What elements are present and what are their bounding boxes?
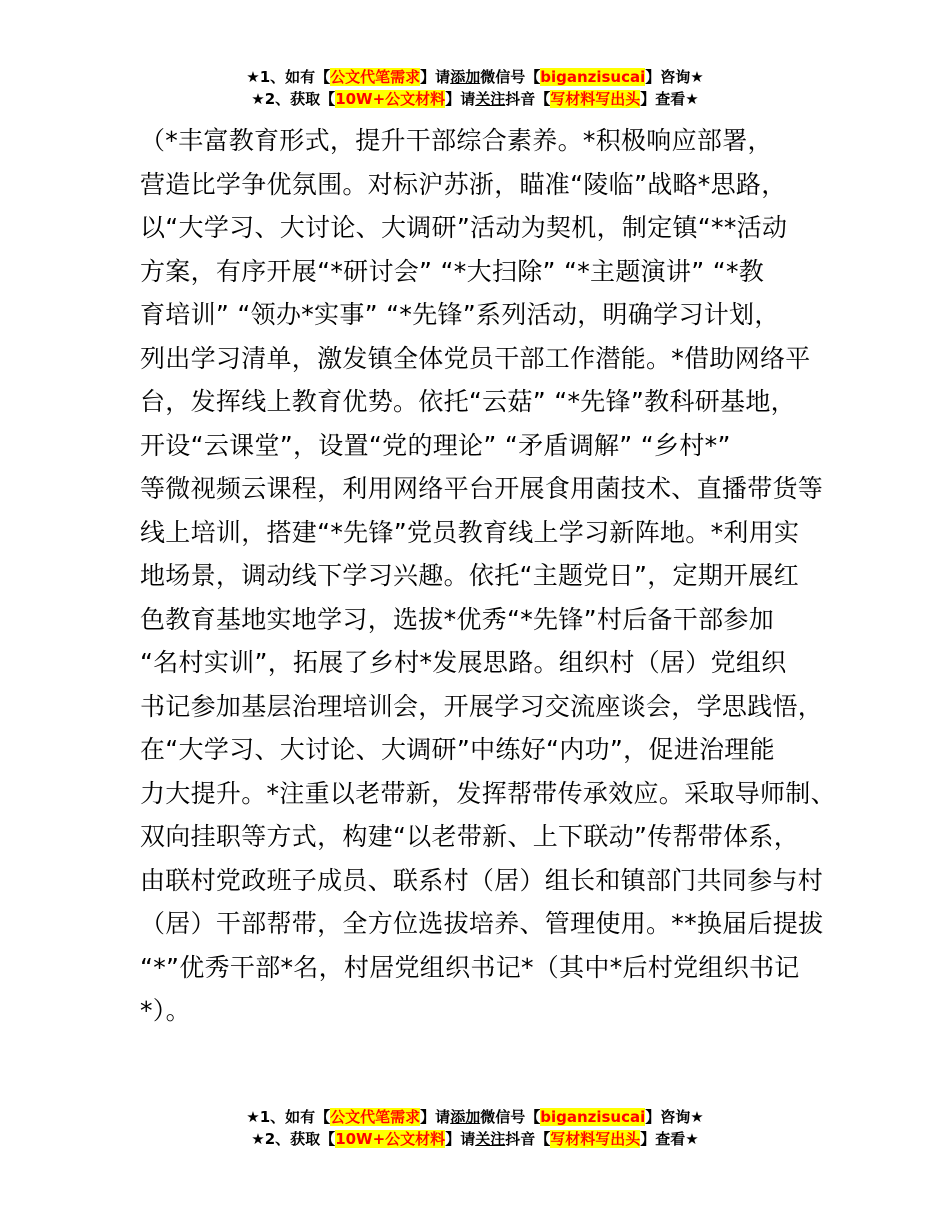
banner-line-2 <box>0 88 950 110</box>
banner-text: 抖音【 <box>505 90 551 108</box>
banner-text: 微信号【 <box>480 68 541 86</box>
banner-text: 】请 <box>420 1108 451 1126</box>
banner-highlight: biganzisucai <box>540 68 646 86</box>
banner-underlined: 关注 <box>475 90 506 108</box>
banner-text: 微信号【 <box>480 1108 541 1126</box>
body-line: （*丰富教育形式，提升干部综合素养。*积极响应部署， <box>140 126 773 155</box>
banner-highlight: 10W+公文材料 <box>335 1130 446 1148</box>
banner-text: 】咨询★ <box>645 68 704 86</box>
body-line: 地场景，调动线下学习兴趣。依托“主题党日”，定期开展红 <box>140 561 800 590</box>
banner-text: 】请 <box>420 68 451 86</box>
banner-underlined: 关注 <box>475 1130 506 1148</box>
body-line: 双向挂职等方式，构建“以老带新、上下联动”传帮带体系， <box>140 822 800 851</box>
banner-line-1 <box>0 66 950 88</box>
body-line: 线上培训，搭建“*先锋”党员教育线上学习新阵地。*利用实 <box>140 517 800 547</box>
body-line: 方案，有序开展“*研讨会” “*大扫除” “*主题演讲” “*教 <box>140 256 765 286</box>
body-line: 台，发挥线上教育优势。依托“云菇” “*先锋”教科研基地， <box>140 387 796 416</box>
banner-underlined: 添加 <box>450 68 481 86</box>
body-line: 营造比学争优氛围。对标沪苏浙，瞄准“陵临”战略*思路， <box>140 169 787 199</box>
body-line: 育培训” “领办*实事” “*先锋”系列活动，明确学习计划， <box>140 300 780 329</box>
body-line: （居）干部帮带，全方位选拔培养、管理使用。**换届后提拔 <box>140 909 824 938</box>
banner-highlight: 写材料写出头 <box>550 1130 641 1148</box>
banner-text: ★2、获取【 <box>251 90 336 108</box>
body-line: 以“大学习、大讨论、大调研”活动为契机，制定镇“**活动 <box>140 213 788 242</box>
banner-line-2 <box>0 1128 950 1150</box>
banner-text: 抖音【 <box>505 1130 551 1148</box>
banner-underlined: 添加 <box>450 1108 481 1126</box>
body-line: 列出学习清单，激发镇全体党员干部工作潜能。*借助网络平 <box>140 343 811 373</box>
banner-line-1 <box>0 1106 950 1128</box>
banner-text: ★1、如有【 <box>246 1108 331 1126</box>
banner-text: 】请 <box>445 1130 476 1148</box>
document-body <box>140 119 840 1033</box>
banner-highlight: biganzisucai <box>540 1108 646 1126</box>
banner-text: 】请 <box>445 90 476 108</box>
body-line: 书记参加基层治理培训会，开展学习交流座谈会，学思践悟， <box>140 691 824 721</box>
body-line: 色教育基地实地学习，选拔*优秀“*先锋”村后备干部参加 <box>140 604 775 634</box>
banner-text: 】查看★ <box>640 1130 699 1148</box>
banner-highlight: 写材料写出头 <box>550 90 641 108</box>
banner-highlight: 10W+公文材料 <box>335 90 446 108</box>
banner-highlight: 公文代笔需求 <box>330 1108 421 1126</box>
banner-text: ★1、如有【 <box>246 68 331 86</box>
body-line: “名村实训”，拓展了乡村*发展思路。组织村（居）党组织 <box>140 648 787 677</box>
banner-highlight: 公文代笔需求 <box>330 68 421 86</box>
body-line: 等微视频云课程，利用网络平台开展食用菌技术、直播带货等 <box>140 474 824 503</box>
body-line: 在“大学习、大讨论、大调研”中练好“内功”，促进治理能 <box>140 735 775 764</box>
banner-text: 】查看★ <box>640 90 699 108</box>
body-line: 开设“云课堂”，设置“党的理论” “矛盾调解” “乡村*” <box>140 430 731 460</box>
footer-banner <box>0 1106 950 1150</box>
body-line: 力大提升。*注重以老带新，发挥帮带传承效应。采取导师制、 <box>140 778 836 808</box>
body-line: “*”优秀干部*名，村居党组织书记*（其中*后村党组织书记 <box>140 952 800 982</box>
body-line: *）。 <box>140 996 191 1025</box>
header-banner <box>0 66 950 110</box>
body-line: 由联村党政班子成员、联系村（居）组长和镇部门共同参与村 <box>140 865 824 895</box>
banner-text: ★2、获取【 <box>251 1130 336 1148</box>
banner-text: 】咨询★ <box>645 1108 704 1126</box>
